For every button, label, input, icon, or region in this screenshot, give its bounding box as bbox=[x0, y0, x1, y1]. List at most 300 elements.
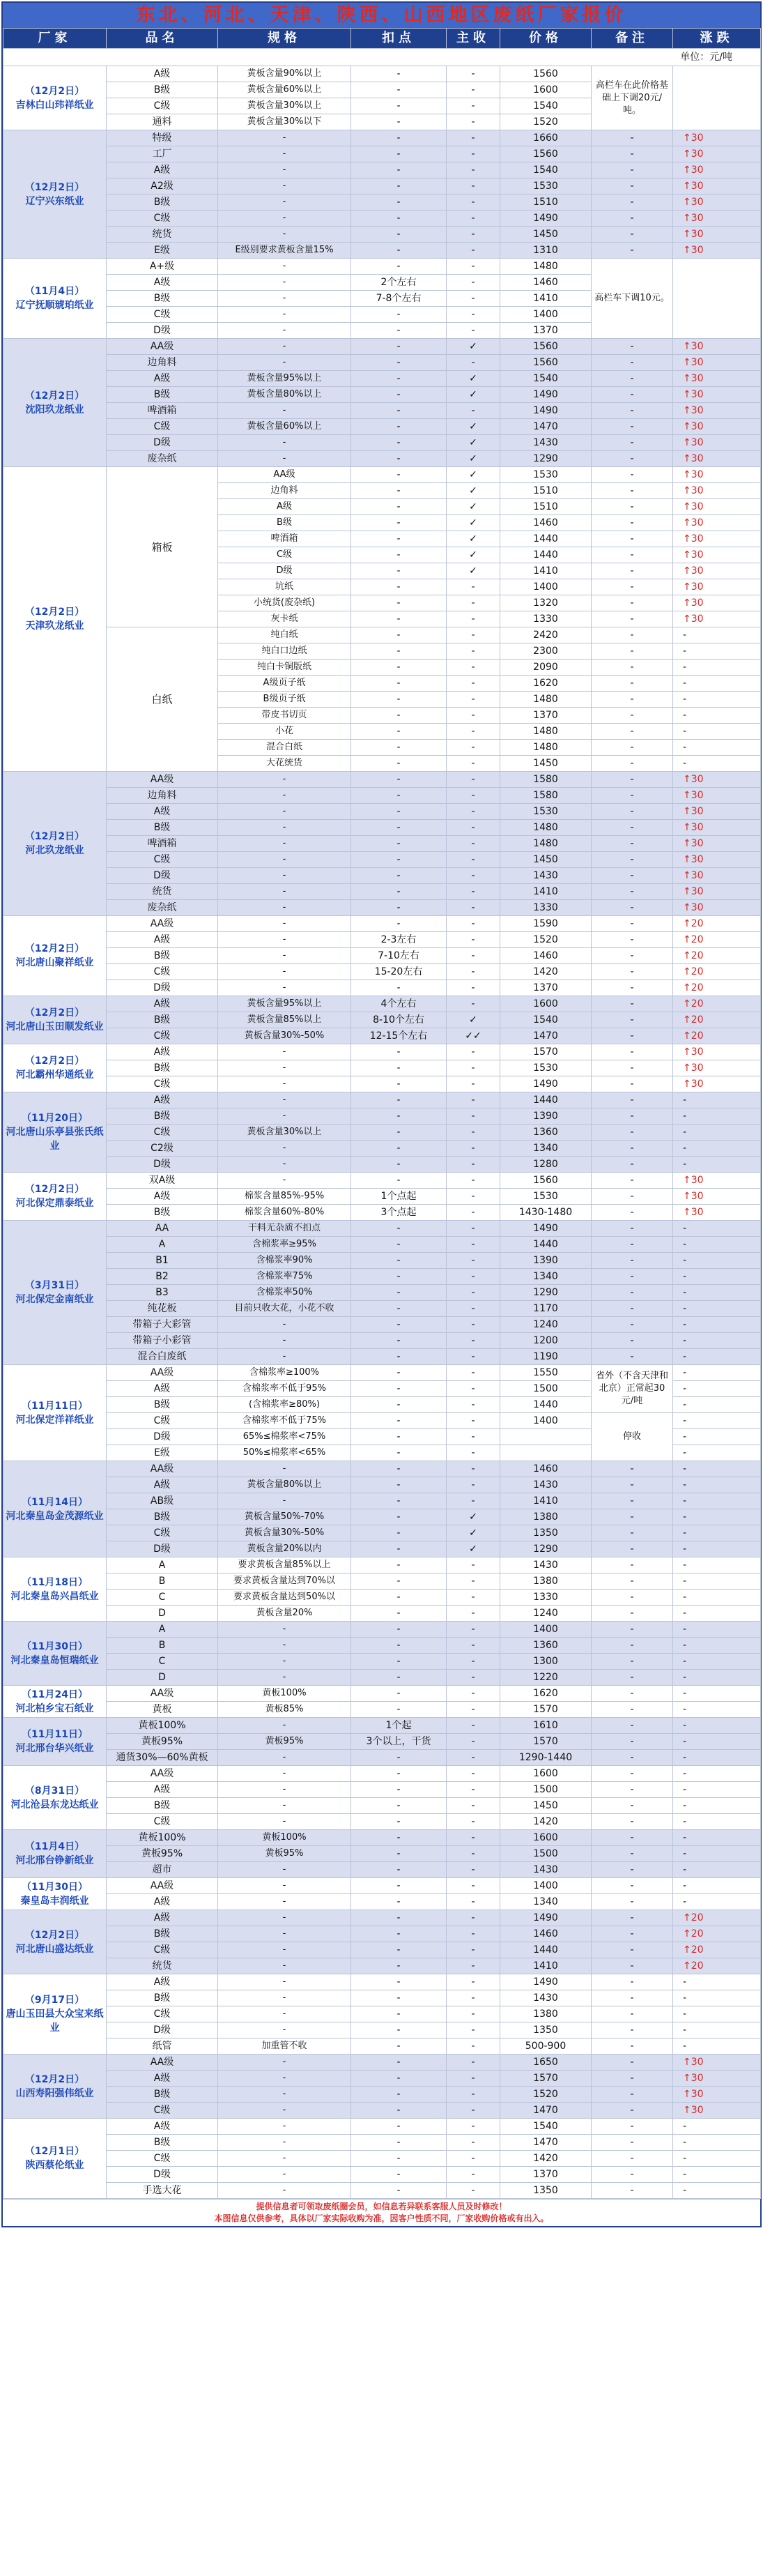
deduct-cell: - bbox=[351, 1445, 447, 1461]
note-cell: - bbox=[592, 1590, 673, 1606]
deduct-cell: - bbox=[351, 1798, 447, 1814]
table-row bbox=[3, 1718, 761, 1734]
note-cell: - bbox=[592, 1686, 673, 1702]
deduct-cell: - bbox=[351, 1413, 447, 1429]
main-cell: - bbox=[447, 1076, 500, 1092]
deduct-cell: - bbox=[351, 2006, 447, 2022]
spec-cell: - bbox=[218, 403, 351, 419]
note-cell: - bbox=[592, 1028, 673, 1044]
table-row bbox=[3, 1189, 761, 1205]
note-cell: - bbox=[592, 1108, 673, 1125]
table-row bbox=[3, 836, 761, 852]
deduct-cell: - bbox=[351, 1525, 447, 1541]
main-cell: - bbox=[447, 900, 500, 916]
product-name: 黄板100% bbox=[107, 1830, 218, 1846]
price-cell: 1450 bbox=[500, 756, 592, 772]
factory-name: （11月14日） 河北秦皇岛金茂源纸业 bbox=[3, 1461, 107, 1557]
change-cell: - bbox=[673, 1509, 761, 1525]
price-cell: 1370 bbox=[500, 323, 592, 339]
price-cell: 1380 bbox=[500, 2006, 592, 2022]
note-cell: - bbox=[592, 643, 673, 660]
spec-cell: - bbox=[218, 2087, 351, 2103]
deduct-cell: - bbox=[351, 355, 447, 371]
header-main: 主收 bbox=[447, 29, 500, 49]
main-cell: - bbox=[447, 724, 500, 740]
spec-cell: 黄板含量30%-50% bbox=[218, 1525, 351, 1541]
spec-cell: - bbox=[218, 339, 351, 355]
spec-cell: - bbox=[218, 162, 351, 178]
price-cell: 1350 bbox=[500, 1525, 592, 1541]
spec-cell: 黄板85% bbox=[218, 1702, 351, 1718]
main-cell: - bbox=[447, 964, 500, 980]
price-cell: 1290 bbox=[500, 451, 592, 467]
main-cell: ✓ bbox=[447, 563, 500, 579]
spec-cell: - bbox=[218, 1718, 351, 1734]
price-cell: 1370 bbox=[500, 708, 592, 724]
factory-name: （11月18日） 河北秦皇岛兴昌纸业 bbox=[3, 1557, 107, 1622]
product-name: A级 bbox=[107, 2119, 218, 2135]
price-cell: 1540 bbox=[500, 162, 592, 178]
deduct-cell: - bbox=[351, 98, 447, 114]
price-cell: 1510 bbox=[500, 483, 592, 499]
product-name: C级 bbox=[107, 98, 218, 114]
deduct-cell: - bbox=[351, 804, 447, 820]
deduct-cell: - bbox=[351, 1125, 447, 1141]
product-name: AA级 bbox=[218, 467, 351, 483]
main-cell: - bbox=[447, 1205, 500, 1221]
subgroup-label: 箱板 bbox=[107, 467, 218, 627]
main-cell: - bbox=[447, 1365, 500, 1381]
product-name: AA级 bbox=[107, 339, 218, 355]
table-row bbox=[3, 1830, 761, 1846]
footer-line-2: 本图信息仅供参考，具体以厂家实际收购为准，因客户性质不同，厂家收购价格或有出入。 bbox=[214, 2213, 549, 2223]
price-cell: 1440 bbox=[500, 1092, 592, 1108]
deduct-cell: - bbox=[351, 1878, 447, 1894]
price-cell: 1570 bbox=[500, 1734, 592, 1750]
price-cell: 1400 bbox=[500, 1878, 592, 1894]
main-cell: ✓ bbox=[447, 387, 500, 403]
note-cell: - bbox=[592, 243, 673, 259]
unit-row bbox=[3, 49, 761, 66]
change-cell: - bbox=[673, 1349, 761, 1365]
price-cell: 1350 bbox=[500, 2183, 592, 2199]
deduct-cell: - bbox=[351, 1509, 447, 1525]
change-cell: - bbox=[673, 1750, 761, 1766]
factory-name: （11月11日） 河北保定洋祥纸业 bbox=[3, 1365, 107, 1461]
table-row bbox=[3, 1958, 761, 1974]
product-name: B级 bbox=[107, 1926, 218, 1942]
spec-cell: - bbox=[218, 2055, 351, 2071]
table-row bbox=[3, 1157, 761, 1173]
price-cell: 1580 bbox=[500, 772, 592, 788]
factory-name: （12月2日） 河北玖龙纸业 bbox=[3, 772, 107, 916]
main-cell: - bbox=[447, 772, 500, 788]
main-cell: - bbox=[447, 1253, 500, 1269]
change-cell: ↑30 bbox=[673, 211, 761, 227]
spec-cell: - bbox=[218, 1910, 351, 1926]
product-name: C级 bbox=[107, 211, 218, 227]
table-row bbox=[3, 1525, 761, 1541]
note-cell: - bbox=[592, 531, 673, 547]
deduct-cell: - bbox=[351, 307, 447, 323]
spec-cell: - bbox=[218, 435, 351, 451]
table-row bbox=[3, 178, 761, 195]
price-cell: 2090 bbox=[500, 660, 592, 676]
change-cell: ↑30 bbox=[673, 162, 761, 178]
note-cell: - bbox=[592, 467, 673, 483]
table-row bbox=[3, 259, 761, 275]
main-cell: - bbox=[447, 1237, 500, 1253]
table-row bbox=[3, 1782, 761, 1798]
deduct-cell: - bbox=[351, 1157, 447, 1173]
table-row bbox=[3, 996, 761, 1012]
product-name: B级 bbox=[107, 195, 218, 211]
deduct-cell: - bbox=[351, 1108, 447, 1125]
main-cell: ✓ bbox=[447, 419, 500, 435]
change-cell: - bbox=[673, 2167, 761, 2183]
spec-cell: 黄板含量95%以上 bbox=[218, 371, 351, 387]
main-cell: - bbox=[447, 114, 500, 130]
main-cell: - bbox=[447, 595, 500, 611]
spec-cell: 黄板含量30%-50% bbox=[218, 1028, 351, 1044]
price-cell: 1560 bbox=[500, 66, 592, 82]
product-name: C级 bbox=[107, 964, 218, 980]
table-row bbox=[3, 788, 761, 804]
table-row bbox=[3, 1910, 761, 1926]
factory-name: （8月31日） 河北沧县东龙达纸业 bbox=[3, 1766, 107, 1830]
deduct-cell: - bbox=[351, 1141, 447, 1157]
factory-name: （12月2日） 山西寿阳强伟纸业 bbox=[3, 2055, 107, 2119]
deduct-cell: 8-10个左右 bbox=[351, 1012, 447, 1028]
change-cell: - bbox=[673, 1894, 761, 1910]
change-cell: ↑30 bbox=[673, 146, 761, 162]
table-row bbox=[3, 1509, 761, 1525]
note-cell: - bbox=[592, 1734, 673, 1750]
main-cell: - bbox=[447, 1397, 500, 1413]
deduct-cell: - bbox=[351, 162, 447, 178]
change-cell: - bbox=[673, 1846, 761, 1862]
product-name: D级 bbox=[107, 980, 218, 996]
table-row bbox=[3, 1108, 761, 1125]
deduct-cell: - bbox=[351, 2071, 447, 2087]
note-cell: - bbox=[592, 451, 673, 467]
main-cell: - bbox=[447, 643, 500, 660]
note-cell: - bbox=[592, 2183, 673, 2199]
change-cell: ↑30 bbox=[673, 563, 761, 579]
spec-cell: 干料无杂质不扣点 bbox=[218, 1221, 351, 1237]
main-cell: - bbox=[447, 227, 500, 243]
deduct-cell: - bbox=[351, 1060, 447, 1076]
change-cell: - bbox=[673, 1092, 761, 1108]
change-cell: ↑30 bbox=[673, 820, 761, 836]
table-row bbox=[3, 1221, 761, 1237]
product-name: 啤酒箱 bbox=[107, 403, 218, 419]
price-cell: 1620 bbox=[500, 1686, 592, 1702]
deduct-cell: - bbox=[351, 1044, 447, 1060]
deduct-cell: 12-15个左右 bbox=[351, 1028, 447, 1044]
spec-cell: - bbox=[218, 2167, 351, 2183]
price-cell: 1490 bbox=[500, 1076, 592, 1092]
spec-cell: - bbox=[218, 146, 351, 162]
spec-cell: - bbox=[218, 227, 351, 243]
change-cell: - bbox=[673, 660, 761, 676]
table-row bbox=[3, 1317, 761, 1333]
table-row bbox=[3, 1974, 761, 1990]
deduct-cell: - bbox=[351, 611, 447, 627]
table-row bbox=[3, 627, 761, 643]
change-cell: - bbox=[673, 1702, 761, 1718]
note-cell: - bbox=[592, 1317, 673, 1333]
spec-cell: - bbox=[218, 964, 351, 980]
product-name: A级 bbox=[107, 1044, 218, 1060]
spec-cell: - bbox=[218, 1974, 351, 1990]
product-name: A bbox=[107, 1237, 218, 1253]
header-change: 涨跌 bbox=[673, 29, 761, 49]
note-cell: - bbox=[592, 1461, 673, 1477]
price-cell: 1340 bbox=[500, 1269, 592, 1285]
change-cell: - bbox=[673, 1718, 761, 1734]
product-name: 黄板95% bbox=[107, 1846, 218, 1862]
product-name: 黄板95% bbox=[107, 1734, 218, 1750]
note-cell: - bbox=[592, 1814, 673, 1830]
factory-name: （11月30日） 河北秦皇岛恒瑞纸业 bbox=[3, 1622, 107, 1686]
header-deduct: 扣点 bbox=[351, 29, 447, 49]
product-name: 啤酒箱 bbox=[107, 836, 218, 852]
deduct-cell: - bbox=[351, 627, 447, 643]
deduct-cell: - bbox=[351, 2167, 447, 2183]
deduct-cell: - bbox=[351, 403, 447, 419]
price-cell: 1520 bbox=[500, 114, 592, 130]
main-cell: - bbox=[447, 1285, 500, 1301]
deduct-cell: - bbox=[351, 900, 447, 916]
deduct-cell: 7-8个左右 bbox=[351, 291, 447, 307]
product-name: B级 bbox=[107, 387, 218, 403]
factory-name: （12月2日） 河北唐山玉田顺发纸业 bbox=[3, 996, 107, 1044]
product-name: 纯白口边纸 bbox=[218, 643, 351, 660]
product-name: A级 bbox=[107, 932, 218, 948]
spec-cell: - bbox=[218, 1670, 351, 1686]
factory-name: （3月31日） 河北保定金南纸业 bbox=[3, 1221, 107, 1365]
deduct-cell: 4个左右 bbox=[351, 996, 447, 1012]
price-cell: 1410 bbox=[500, 1958, 592, 1974]
price-cell: 1600 bbox=[500, 82, 592, 98]
spec-cell: - bbox=[218, 2022, 351, 2038]
main-cell: - bbox=[447, 996, 500, 1012]
spec-cell: - bbox=[218, 291, 351, 307]
deduct-cell: - bbox=[351, 1654, 447, 1670]
factory-name: （11月4日） 辽宁抚顺琥珀纸业 bbox=[3, 259, 107, 339]
deduct-cell: - bbox=[351, 852, 447, 868]
table-row bbox=[3, 900, 761, 916]
spec-cell: - bbox=[218, 900, 351, 916]
main-cell: - bbox=[447, 307, 500, 323]
note-cell: - bbox=[592, 2167, 673, 2183]
note-cell: - bbox=[592, 339, 673, 355]
deduct-cell: - bbox=[351, 243, 447, 259]
note-cell: - bbox=[592, 1798, 673, 1814]
change-cell: ↑30 bbox=[673, 467, 761, 483]
main-cell: - bbox=[447, 1798, 500, 1814]
price-cell: 1330 bbox=[500, 900, 592, 916]
unit-label: 单位：元/吨 bbox=[3, 49, 761, 66]
spec-cell: 含棉浆率50% bbox=[218, 1285, 351, 1301]
product-name: A级 bbox=[107, 1782, 218, 1798]
deduct-cell: - bbox=[351, 1477, 447, 1493]
main-cell: - bbox=[447, 1734, 500, 1750]
deduct-cell: - bbox=[351, 820, 447, 836]
table-row bbox=[3, 884, 761, 900]
product-name: 统货 bbox=[107, 884, 218, 900]
product-name: D级 bbox=[218, 563, 351, 579]
deduct-cell: - bbox=[351, 756, 447, 772]
change-cell: - bbox=[673, 1317, 761, 1333]
main-cell: - bbox=[447, 1782, 500, 1798]
main-cell: ✓ bbox=[447, 483, 500, 499]
product-name: A+级 bbox=[107, 259, 218, 275]
table-row bbox=[3, 2038, 761, 2055]
change-cell: - bbox=[673, 1125, 761, 1141]
note-cell: - bbox=[592, 676, 673, 692]
table-row bbox=[3, 2103, 761, 2119]
main-cell: - bbox=[447, 2103, 500, 2119]
deduct-cell: - bbox=[351, 1606, 447, 1622]
product-name: C级 bbox=[107, 419, 218, 435]
change-cell: - bbox=[673, 627, 761, 643]
spec-cell: 含棉浆率90% bbox=[218, 1253, 351, 1269]
table-row bbox=[3, 772, 761, 788]
table-row bbox=[3, 1750, 761, 1766]
main-cell: - bbox=[447, 756, 500, 772]
note-cell: - bbox=[592, 932, 673, 948]
price-cell: 1460 bbox=[500, 275, 592, 291]
header-spec: 规格 bbox=[218, 29, 351, 49]
price-cell: 1290 bbox=[500, 1541, 592, 1557]
table-row bbox=[3, 1285, 761, 1301]
note-cell: - bbox=[592, 1237, 673, 1253]
table-row bbox=[3, 980, 761, 996]
change-cell: ↑30 bbox=[673, 1173, 761, 1189]
deduct-cell: - bbox=[351, 740, 447, 756]
note-cell: - bbox=[592, 964, 673, 980]
change-cell: - bbox=[673, 1525, 761, 1541]
change-cell: - bbox=[673, 1365, 761, 1381]
price-cell: 1280 bbox=[500, 1157, 592, 1173]
price-cell: 1560 bbox=[500, 146, 592, 162]
change-cell: ↑30 bbox=[673, 1076, 761, 1092]
table-row bbox=[3, 243, 761, 259]
main-cell: - bbox=[447, 1750, 500, 1766]
product-name: 纸管 bbox=[107, 2038, 218, 2055]
header-factory: 厂家 bbox=[3, 29, 107, 49]
main-cell: - bbox=[447, 1942, 500, 1958]
change-cell: ↑20 bbox=[673, 1028, 761, 1044]
main-cell: - bbox=[447, 2119, 500, 2135]
product-name: AA级 bbox=[107, 1878, 218, 1894]
change-cell: - bbox=[673, 1734, 761, 1750]
price-cell: 1350 bbox=[500, 2022, 592, 2038]
product-name: B级 bbox=[107, 2087, 218, 2103]
note-cell: - bbox=[592, 2055, 673, 2071]
price-cell: 1460 bbox=[500, 1461, 592, 1477]
spec-cell: 黄板含量50%-70% bbox=[218, 1509, 351, 1525]
deduct-cell: - bbox=[351, 1814, 447, 1830]
spec-cell: - bbox=[218, 1461, 351, 1477]
change-cell: ↑30 bbox=[673, 884, 761, 900]
change-cell: ↑30 bbox=[673, 531, 761, 547]
deduct-cell: - bbox=[351, 371, 447, 387]
price-cell: 1410 bbox=[500, 1493, 592, 1509]
deduct-cell: - bbox=[351, 772, 447, 788]
price-cell bbox=[500, 1445, 592, 1461]
main-cell: - bbox=[447, 323, 500, 339]
change-cell: - bbox=[673, 1237, 761, 1253]
change-cell: ↑30 bbox=[673, 2103, 761, 2119]
deduct-cell: - bbox=[351, 595, 447, 611]
spec-cell: 65%≤棉浆率<75% bbox=[218, 1429, 351, 1445]
spec-cell: - bbox=[218, 1060, 351, 1076]
note-cell: - bbox=[592, 1541, 673, 1557]
main-cell: - bbox=[447, 259, 500, 275]
deduct-cell: - bbox=[351, 1237, 447, 1253]
product-name: C bbox=[107, 1654, 218, 1670]
table-row bbox=[3, 1638, 761, 1654]
note-cell: - bbox=[592, 1557, 673, 1573]
change-cell: - bbox=[673, 1638, 761, 1654]
table-row bbox=[3, 355, 761, 371]
product-name: 混合白废纸 bbox=[107, 1349, 218, 1365]
change-cell: - bbox=[673, 1301, 761, 1317]
main-cell: - bbox=[447, 211, 500, 227]
product-name: 黄板 bbox=[107, 1702, 218, 1718]
product-name: D bbox=[107, 1670, 218, 1686]
price-cell: 1370 bbox=[500, 980, 592, 996]
product-name: 纯花板 bbox=[107, 1301, 218, 1317]
spec-cell: 棉浆含量85%-95% bbox=[218, 1189, 351, 1205]
main-cell: - bbox=[447, 2022, 500, 2038]
deduct-cell: - bbox=[351, 1782, 447, 1798]
note-cell: - bbox=[592, 996, 673, 1012]
price-cell: 1390 bbox=[500, 1108, 592, 1125]
spec-cell: - bbox=[218, 211, 351, 227]
note-cell: - bbox=[592, 1333, 673, 1349]
change-cell: ↑20 bbox=[673, 996, 761, 1012]
change-cell: - bbox=[673, 1686, 761, 1702]
factory-name: （11月24日） 河北柏乡宝石纸业 bbox=[3, 1686, 107, 1718]
change-cell: - bbox=[673, 1606, 761, 1622]
note-cell: - bbox=[592, 708, 673, 724]
price-cell: 1470 bbox=[500, 1028, 592, 1044]
table-row bbox=[3, 227, 761, 243]
price-cell: 1430 bbox=[500, 868, 592, 884]
price-cell: 1620 bbox=[500, 676, 592, 692]
table-row bbox=[3, 1942, 761, 1958]
product-name: A级 bbox=[107, 1092, 218, 1108]
note-cell: - bbox=[592, 836, 673, 852]
note-cell: - bbox=[592, 772, 673, 788]
price-cell: 1510 bbox=[500, 195, 592, 211]
change-cell: - bbox=[673, 1413, 761, 1429]
change-cell: ↑30 bbox=[673, 195, 761, 211]
price-cell: 1490 bbox=[500, 403, 592, 419]
table-row bbox=[3, 2167, 761, 2183]
product-name: A bbox=[107, 1622, 218, 1638]
price-cell: 1530 bbox=[500, 178, 592, 195]
main-cell: - bbox=[447, 740, 500, 756]
product-name: AA级 bbox=[107, 772, 218, 788]
spec-cell: - bbox=[218, 307, 351, 323]
main-cell: - bbox=[447, 1413, 500, 1429]
change-cell: ↑30 bbox=[673, 515, 761, 531]
